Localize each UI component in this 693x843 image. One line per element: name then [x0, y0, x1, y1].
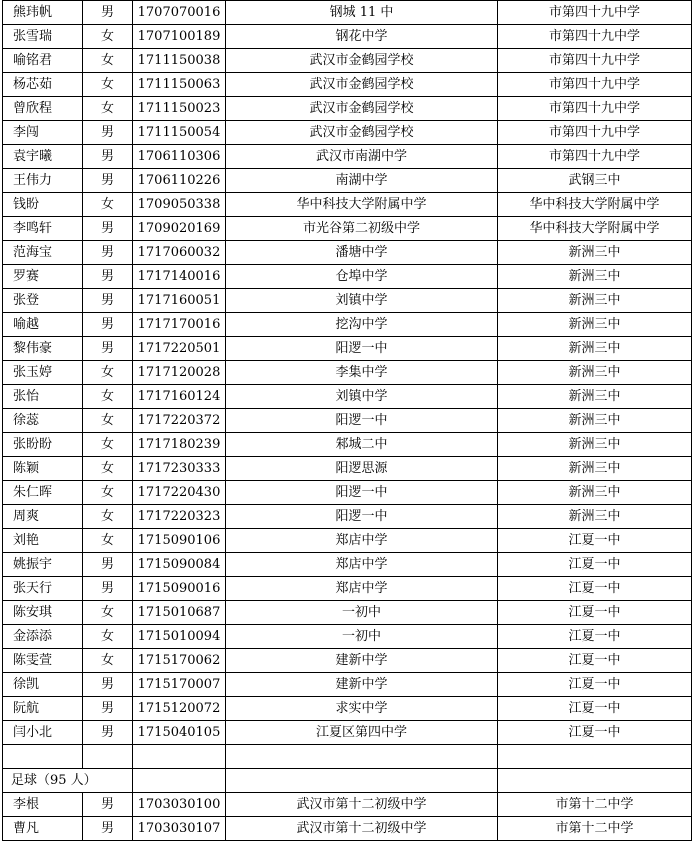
table-body	[3, 1, 692, 769]
admitted-school-cell: 市第四十九中学	[498, 25, 692, 49]
gender-cell: 男	[83, 721, 133, 745]
origin-school-cell: 武汉市第十二初级中学	[226, 793, 498, 817]
gender-cell: 男	[83, 337, 133, 361]
student-id-cell: 1715170062	[133, 649, 226, 673]
student-name-cell: 张怡	[3, 385, 83, 409]
student-name-cell: 张登	[3, 289, 83, 313]
origin-school-cell: 建新中学	[226, 649, 498, 673]
admitted-school-cell: 江夏一中	[498, 649, 692, 673]
origin-school-cell: 钢花中学	[226, 25, 498, 49]
student-name-cell: 李根	[3, 793, 83, 817]
student-id-cell: 1717160051	[133, 289, 226, 313]
table-row	[3, 817, 692, 841]
student-id-cell: 1711150038	[133, 49, 226, 73]
origin-school-cell: 阳逻一中	[226, 337, 498, 361]
table-row	[3, 145, 692, 169]
student-name-cell: 陈颖	[3, 457, 83, 481]
gender-cell: 女	[83, 49, 133, 73]
gender-cell: 女	[83, 409, 133, 433]
student-id-cell: 1707100189	[133, 25, 226, 49]
student-id-cell: 1717220372	[133, 409, 226, 433]
student-id-cell: 1706110306	[133, 145, 226, 169]
student-name-cell: 李闯	[3, 121, 83, 145]
origin-school-cell: 武汉市金鹤园学校	[226, 121, 498, 145]
admitted-school-cell: 新洲三中	[498, 409, 692, 433]
gender-cell: 女	[83, 25, 133, 49]
origin-school-cell: 建新中学	[226, 673, 498, 697]
student-name-cell: 陈雯萱	[3, 649, 83, 673]
admitted-school-cell: 新洲三中	[498, 337, 692, 361]
table-row	[3, 505, 692, 529]
student-name-cell: 闫小北	[3, 721, 83, 745]
admitted-school-cell	[498, 745, 692, 769]
table-row	[3, 529, 692, 553]
gender-cell: 男	[83, 577, 133, 601]
admitted-school-cell: 江夏一中	[498, 529, 692, 553]
origin-school-cell: 武汉市金鹤园学校	[226, 49, 498, 73]
table-row	[3, 361, 692, 385]
origin-school-cell: 李集中学	[226, 361, 498, 385]
gender-cell: 女	[83, 97, 133, 121]
student-id-cell: 1715010687	[133, 601, 226, 625]
table-row	[3, 265, 692, 289]
gender-cell: 男	[83, 121, 133, 145]
table-body-after	[3, 793, 692, 841]
origin-school-cell: 市光谷第二初级中学	[226, 217, 498, 241]
student-name-cell: 喻铭君	[3, 49, 83, 73]
origin-school-cell: 华中科技大学附属中学	[226, 193, 498, 217]
table-row	[3, 625, 692, 649]
student-name-cell: 张玉婷	[3, 361, 83, 385]
student-id-cell: 1717170016	[133, 313, 226, 337]
origin-school-cell: 求实中学	[226, 697, 498, 721]
origin-school-cell: 阳逻一中	[226, 409, 498, 433]
table-row	[3, 97, 692, 121]
student-id-cell: 1715040105	[133, 721, 226, 745]
gender-cell: 男	[83, 697, 133, 721]
gender-cell: 男	[83, 793, 133, 817]
admitted-school-cell: 新洲三中	[498, 385, 692, 409]
table-row	[3, 481, 692, 505]
student-id-cell: 1703030107	[133, 817, 226, 841]
table-row	[3, 457, 692, 481]
gender-cell: 男	[83, 313, 133, 337]
origin-school-cell: 一初中	[226, 625, 498, 649]
origin-school-cell: 一初中	[226, 601, 498, 625]
admitted-school-cell: 江夏一中	[498, 553, 692, 577]
table-row	[3, 769, 692, 793]
origin-school-cell: 武汉市南湖中学	[226, 145, 498, 169]
table-row	[3, 193, 692, 217]
student-id-cell: 1717140016	[133, 265, 226, 289]
student-id-cell: 1709020169	[133, 217, 226, 241]
table-row	[3, 649, 692, 673]
student-id-cell: 1717060032	[133, 241, 226, 265]
gender-cell: 女	[83, 193, 133, 217]
table-row	[3, 49, 692, 73]
gender-cell: 男	[83, 241, 133, 265]
student-id-cell: 1717220430	[133, 481, 226, 505]
table-row	[3, 601, 692, 625]
table-row	[3, 241, 692, 265]
gender-cell: 女	[83, 529, 133, 553]
origin-school-cell	[226, 745, 498, 769]
admitted-school-cell: 江夏一中	[498, 601, 692, 625]
origin-school-cell: 武汉市金鹤园学校	[226, 73, 498, 97]
gender-cell: 男	[83, 817, 133, 841]
admitted-school-cell: 新洲三中	[498, 313, 692, 337]
table-row	[3, 169, 692, 193]
student-name-cell: 钱盼	[3, 193, 83, 217]
student-name-cell: 杨芯茹	[3, 73, 83, 97]
student-id-cell: 1711150023	[133, 97, 226, 121]
table-row	[3, 25, 692, 49]
admitted-school-cell: 市第十二中学	[498, 793, 692, 817]
gender-cell: 男	[83, 289, 133, 313]
student-id-cell: 1717120028	[133, 361, 226, 385]
table-cell	[498, 769, 692, 793]
student-name-cell: 袁宇曦	[3, 145, 83, 169]
gender-cell: 男	[83, 673, 133, 697]
table-cell	[133, 769, 226, 793]
origin-school-cell: 阳逻思源	[226, 457, 498, 481]
student-name-cell: 范海宝	[3, 241, 83, 265]
table-row	[3, 1, 692, 25]
student-name-cell	[3, 745, 83, 769]
origin-school-cell: 挖沟中学	[226, 313, 498, 337]
admitted-school-cell: 市第四十九中学	[498, 73, 692, 97]
table-row	[3, 313, 692, 337]
table-row	[3, 721, 692, 745]
admitted-school-cell: 江夏一中	[498, 625, 692, 649]
admitted-school-cell: 新洲三中	[498, 433, 692, 457]
origin-school-cell: 郑店中学	[226, 553, 498, 577]
student-id-cell: 1717160124	[133, 385, 226, 409]
student-name-cell: 罗赛	[3, 265, 83, 289]
student-id-cell: 1717180239	[133, 433, 226, 457]
table-row	[3, 433, 692, 457]
origin-school-cell: 邾城二中	[226, 433, 498, 457]
student-name-cell: 刘艳	[3, 529, 83, 553]
gender-cell: 女	[83, 505, 133, 529]
origin-school-cell: 阳逻一中	[226, 505, 498, 529]
table-row	[3, 553, 692, 577]
table-row	[3, 673, 692, 697]
admitted-school-cell: 江夏一中	[498, 673, 692, 697]
student-id-cell: 1711150054	[133, 121, 226, 145]
table-row	[3, 121, 692, 145]
origin-school-cell: 潘塘中学	[226, 241, 498, 265]
gender-cell: 女	[83, 601, 133, 625]
student-id-cell: 1715010094	[133, 625, 226, 649]
origin-school-cell: 刘镇中学	[226, 385, 498, 409]
gender-cell: 男	[83, 169, 133, 193]
student-name-cell: 李鸣轩	[3, 217, 83, 241]
admitted-school-cell: 市第四十九中学	[498, 145, 692, 169]
gender-cell: 女	[83, 481, 133, 505]
student-id-cell: 1715120072	[133, 697, 226, 721]
admitted-school-cell: 新洲三中	[498, 505, 692, 529]
student-id-cell: 1709050338	[133, 193, 226, 217]
section-label: 足球（95 人）	[3, 769, 133, 793]
gender-cell: 女	[83, 457, 133, 481]
student-id-cell: 1717220501	[133, 337, 226, 361]
student-name-cell: 熊玮帆	[3, 1, 83, 25]
table-row	[3, 385, 692, 409]
student-name-cell: 黎伟豪	[3, 337, 83, 361]
admitted-school-cell: 江夏一中	[498, 697, 692, 721]
student-name-cell: 金添添	[3, 625, 83, 649]
admitted-school-cell: 新洲三中	[498, 241, 692, 265]
student-id-cell: 1707070016	[133, 1, 226, 25]
admitted-school-cell: 江夏一中	[498, 721, 692, 745]
origin-school-cell: 武汉市金鹤园学校	[226, 97, 498, 121]
gender-cell: 女	[83, 433, 133, 457]
origin-school-cell: 郑店中学	[226, 577, 498, 601]
admitted-school-cell: 新洲三中	[498, 265, 692, 289]
student-name-cell: 张天行	[3, 577, 83, 601]
origin-school-cell: 钢城 11 中	[226, 1, 498, 25]
admitted-school-cell: 武钢三中	[498, 169, 692, 193]
student-name-cell: 朱仁晖	[3, 481, 83, 505]
student-name-cell: 喻越	[3, 313, 83, 337]
gender-cell: 男	[83, 217, 133, 241]
admitted-school-cell: 市第四十九中学	[498, 121, 692, 145]
student-name-cell: 张盼盼	[3, 433, 83, 457]
gender-cell: 男	[83, 265, 133, 289]
admitted-school-cell: 新洲三中	[498, 361, 692, 385]
student-id-cell: 1711150063	[133, 73, 226, 97]
origin-school-cell: 南湖中学	[226, 169, 498, 193]
student-id-cell: 1715090084	[133, 553, 226, 577]
table-row	[3, 73, 692, 97]
student-name-cell: 陈安琪	[3, 601, 83, 625]
section-header	[3, 769, 692, 793]
gender-cell: 男	[83, 1, 133, 25]
student-name-cell: 周爽	[3, 505, 83, 529]
origin-school-cell: 郑店中学	[226, 529, 498, 553]
student-id-cell: 1715170007	[133, 673, 226, 697]
table-row	[3, 745, 692, 769]
table-row	[3, 409, 692, 433]
student-table	[2, 0, 692, 841]
origin-school-cell: 刘镇中学	[226, 289, 498, 313]
gender-cell: 女	[83, 625, 133, 649]
table-row	[3, 289, 692, 313]
student-id-cell: 1717220323	[133, 505, 226, 529]
student-id-cell: 1715090016	[133, 577, 226, 601]
gender-cell: 男	[83, 145, 133, 169]
student-name-cell: 徐凯	[3, 673, 83, 697]
gender-cell: 女	[83, 73, 133, 97]
gender-cell: 女	[83, 361, 133, 385]
student-id-cell: 1706110226	[133, 169, 226, 193]
admitted-school-cell: 新洲三中	[498, 289, 692, 313]
admitted-school-cell: 江夏一中	[498, 577, 692, 601]
origin-school-cell: 仓埠中学	[226, 265, 498, 289]
table-row	[3, 793, 692, 817]
admitted-school-cell: 华中科技大学附属中学	[498, 217, 692, 241]
table-row	[3, 217, 692, 241]
origin-school-cell: 江夏区第四中学	[226, 721, 498, 745]
table-row	[3, 577, 692, 601]
gender-cell: 女	[83, 649, 133, 673]
admitted-school-cell: 华中科技大学附属中学	[498, 193, 692, 217]
table-row	[3, 697, 692, 721]
table-row	[3, 337, 692, 361]
admitted-school-cell: 市第十二中学	[498, 817, 692, 841]
student-id-cell: 1715090106	[133, 529, 226, 553]
table-cell	[226, 769, 498, 793]
student-id-cell: 1703030100	[133, 793, 226, 817]
student-name-cell: 张雪瑞	[3, 25, 83, 49]
admitted-school-cell: 新洲三中	[498, 457, 692, 481]
student-name-cell: 姚振宇	[3, 553, 83, 577]
gender-cell	[83, 745, 133, 769]
student-id-cell	[133, 745, 226, 769]
student-name-cell: 阮航	[3, 697, 83, 721]
student-name-cell: 曹凡	[3, 817, 83, 841]
admitted-school-cell: 市第四十九中学	[498, 49, 692, 73]
admitted-school-cell: 市第四十九中学	[498, 1, 692, 25]
gender-cell: 女	[83, 385, 133, 409]
student-name-cell: 曾欣程	[3, 97, 83, 121]
admitted-school-cell: 新洲三中	[498, 481, 692, 505]
origin-school-cell: 武汉市第十二初级中学	[226, 817, 498, 841]
student-name-cell: 王伟力	[3, 169, 83, 193]
admitted-school-cell: 市第四十九中学	[498, 97, 692, 121]
student-id-cell: 1717230333	[133, 457, 226, 481]
student-name-cell: 徐蕊	[3, 409, 83, 433]
gender-cell: 男	[83, 553, 133, 577]
origin-school-cell: 阳逻一中	[226, 481, 498, 505]
